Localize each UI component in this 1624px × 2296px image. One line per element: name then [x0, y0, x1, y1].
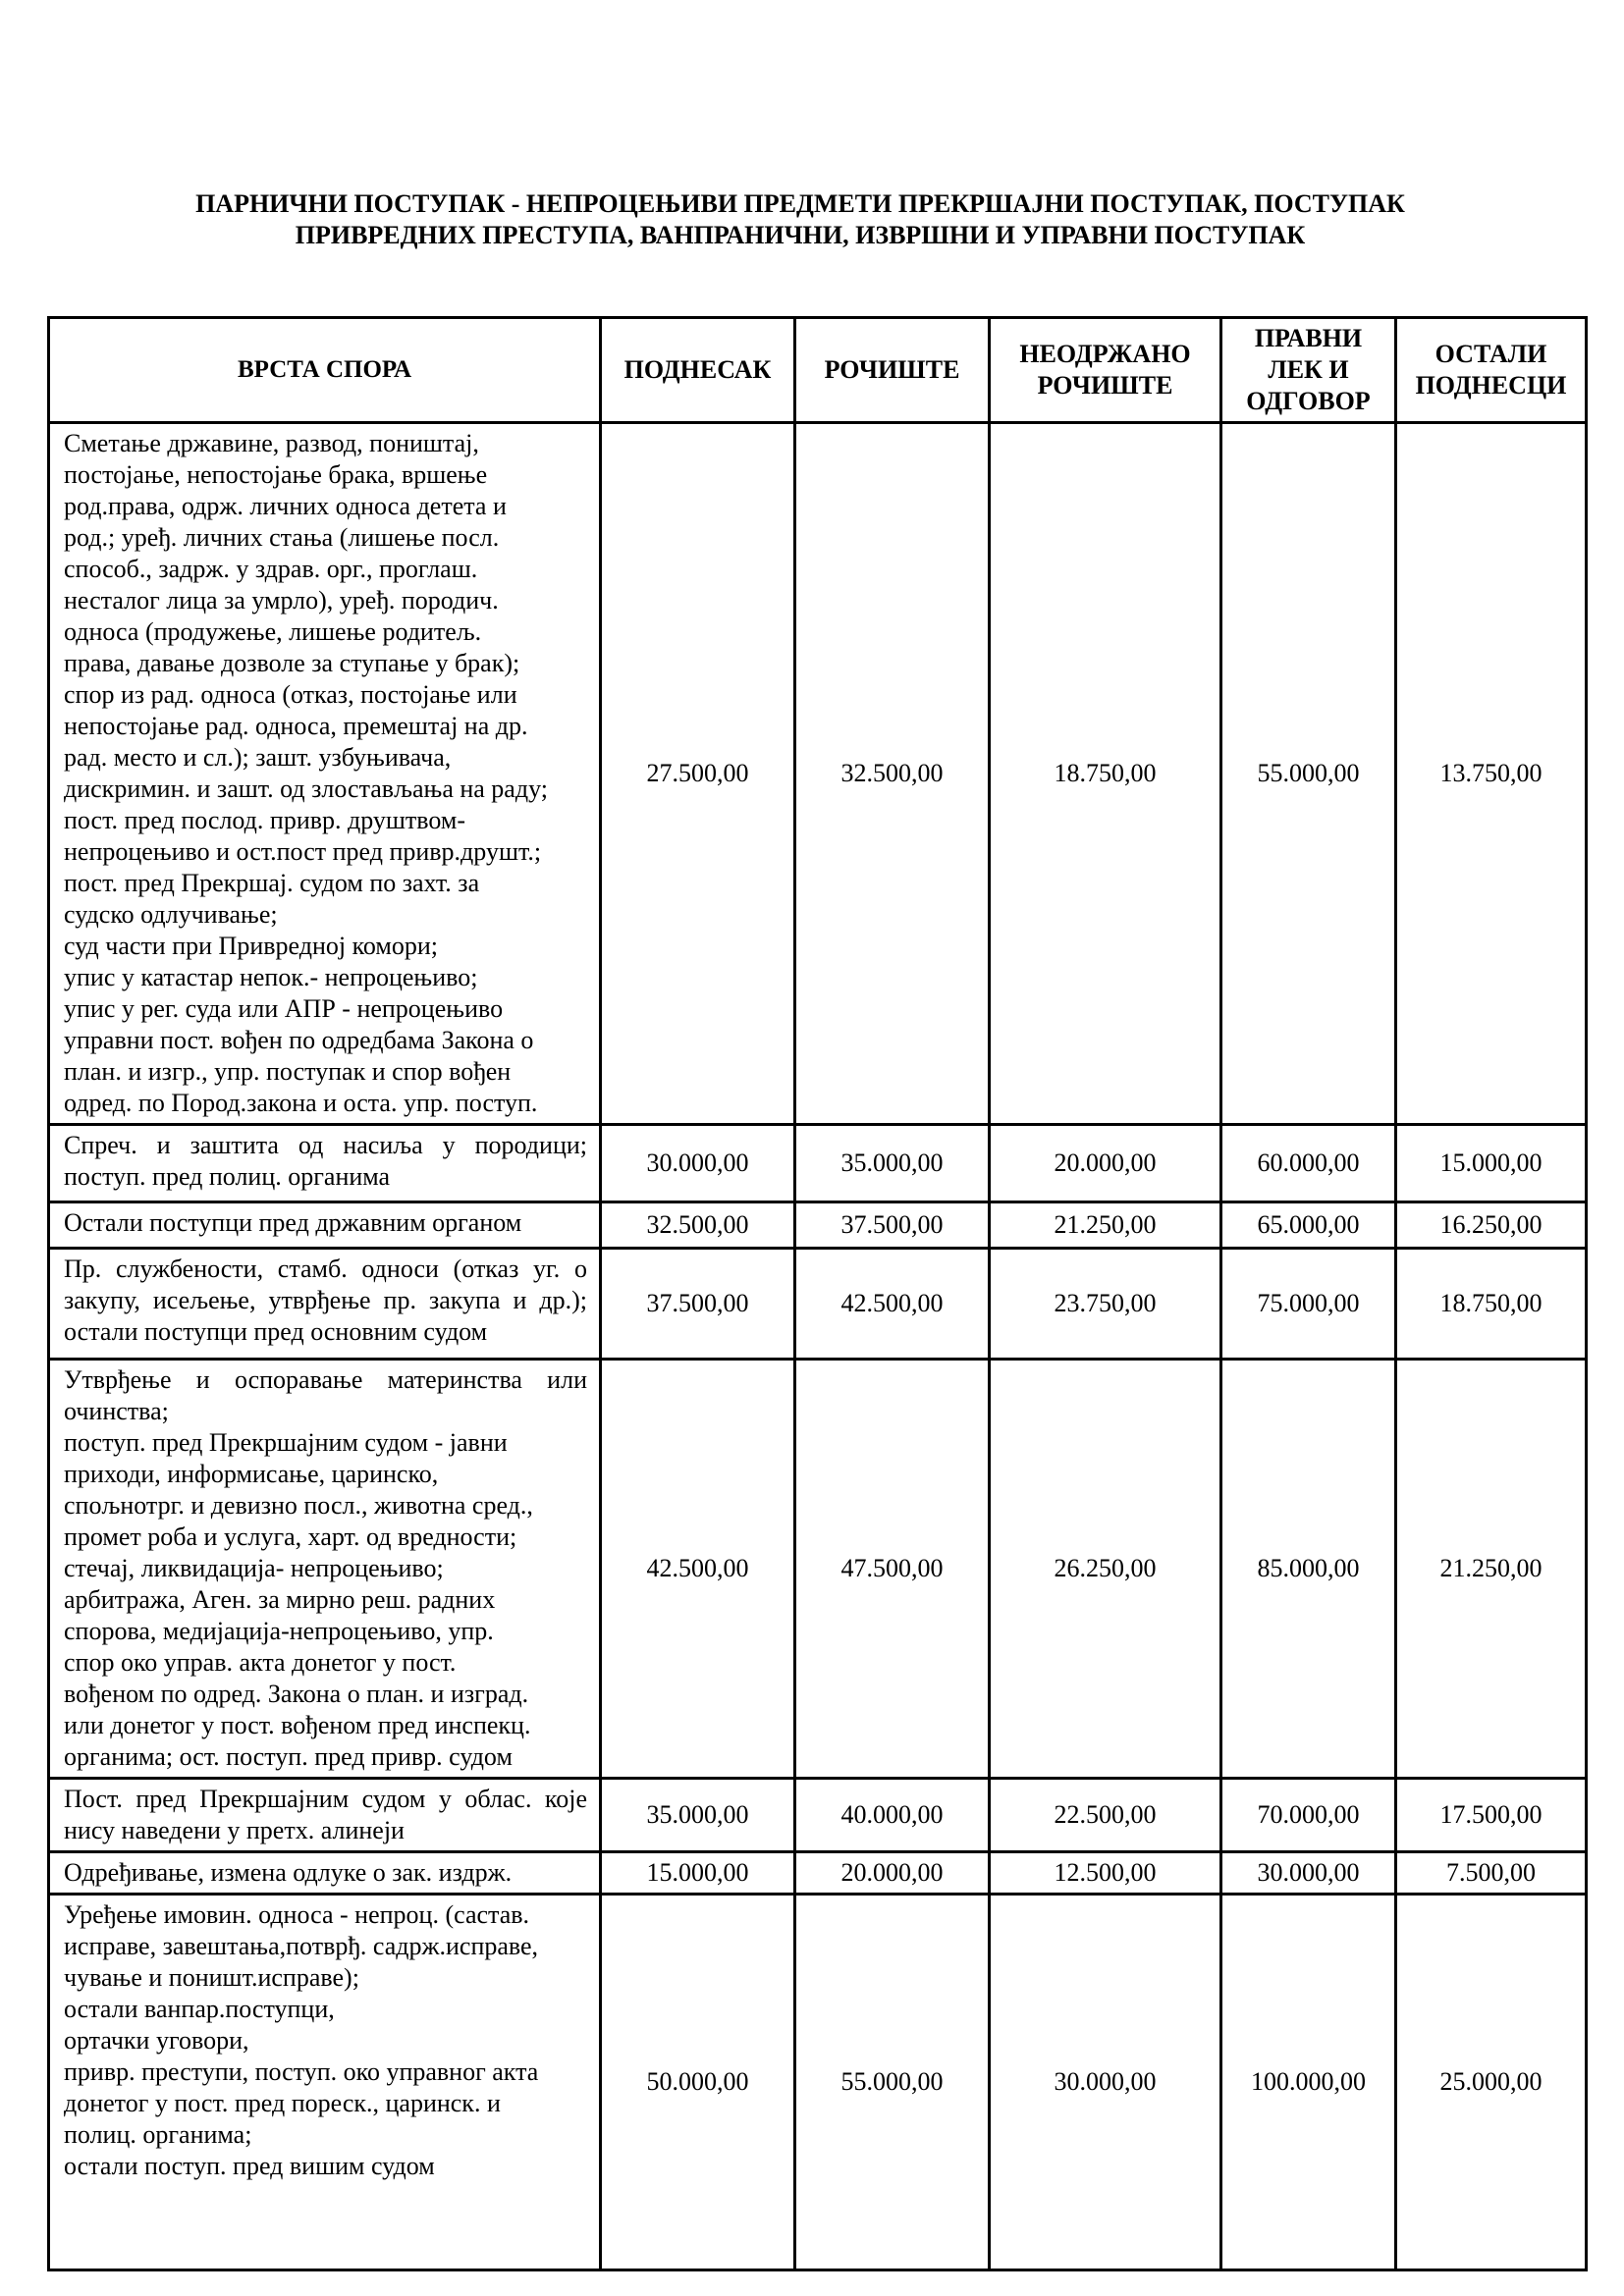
submission-fee-cell: 42.500,00	[601, 1360, 795, 1779]
hearing-fee-cell: 42.500,00	[795, 1249, 990, 1360]
table-row	[49, 1249, 1587, 1360]
dispute-type-cell	[49, 1360, 601, 1779]
dispute-type-line: Одређивање, измена одлуке о зак. издрж.	[64, 1858, 513, 1887]
header-legal-remedy	[1221, 318, 1396, 423]
legal-remedy-fee-cell: 55.000,00	[1221, 423, 1396, 1125]
dispute-type-line: Пр. службености, стамб. односи (отказ уг. о закупу, исељење, утврђење пр. закупа и др.); остали поступци пред основним судом	[64, 1255, 587, 1346]
unheld-hearing-fee-cell: 12.500,00	[990, 1852, 1221, 1895]
header-unheld-hearing-line: НЕОДРЖАНО	[1019, 340, 1191, 368]
document-title-line-2: ПРИВРЕДНИХ ПРЕСТУПА, ВАНПРАНИЧНИ, ИЗВРШНИ И УПРАВНИ ПОСТУПАК	[295, 221, 1306, 249]
dispute-type-line: Пост. пред Прекршајним судом у облас. које нису наведени у претх. алинеји	[64, 1785, 587, 1844]
dispute-type-line: или донетог у пост. вођеном пред инспекц.	[64, 1711, 531, 1739]
submission-fee-cell: 27.500,00	[601, 423, 795, 1125]
dispute-type-line: суд части при Привредној комори;	[64, 932, 438, 960]
dispute-type-cell	[49, 1895, 601, 2270]
header-legal-remedy-line: ОДГОВОР	[1246, 387, 1371, 415]
dispute-type-line: спољнотрг. и девизно посл., животна сред.,	[64, 1491, 533, 1520]
legal-remedy-fee-cell: 30.000,00	[1221, 1852, 1396, 1895]
legal-remedy-fee-cell: 75.000,00	[1221, 1249, 1396, 1360]
dispute-type-line: непостојање рад. односа, премештај на др.	[64, 712, 528, 740]
dispute-type-line: вођеном по одред. Закона о план. и изград.	[64, 1680, 529, 1708]
hearing-fee-cell: 47.500,00	[795, 1360, 990, 1779]
dispute-type-cell	[49, 1852, 601, 1895]
other-submissions-fee-cell: 25.000,00	[1396, 1895, 1587, 2270]
dispute-type-cell	[49, 1202, 601, 1249]
hearing-fee-cell: 20.000,00	[795, 1852, 990, 1895]
submission-fee-cell: 30.000,00	[601, 1125, 795, 1202]
dispute-type-line: рад. место и сл.); зашт. узбуњивача,	[64, 743, 452, 772]
unheld-hearing-fee-cell: 26.250,00	[990, 1360, 1221, 1779]
dispute-type-line: Уређење имовин. односа - непроц. (састав.	[64, 1900, 530, 1929]
dispute-type-line: права, давање дозволе за ступање у брак);	[64, 649, 520, 677]
header-unheld-hearing-line: РОЧИШТЕ	[1037, 371, 1173, 400]
unheld-hearing-fee-cell: 23.750,00	[990, 1249, 1221, 1360]
header-other-submissions	[1396, 318, 1587, 423]
other-submissions-fee-cell: 13.750,00	[1396, 423, 1587, 1125]
unheld-hearing-fee-cell: 18.750,00	[990, 423, 1221, 1125]
header-other-submissions-line: ОСТАЛИ	[1435, 340, 1547, 368]
dispute-type-line: спор око управ. акта донетог у пост.	[64, 1648, 457, 1677]
dispute-type-line: односа (продужење, лишење родитељ.	[64, 617, 482, 646]
other-submissions-fee-cell: 7.500,00	[1396, 1852, 1587, 1895]
submission-fee-cell: 15.000,00	[601, 1852, 795, 1895]
other-submissions-fee-cell: 17.500,00	[1396, 1779, 1587, 1852]
dispute-type-line: род.права, одрж. личних односа детета и	[64, 492, 507, 520]
hearing-fee-cell: 55.000,00	[795, 1895, 990, 2270]
unheld-hearing-fee-cell: 22.500,00	[990, 1779, 1221, 1852]
dispute-type-line: Остали поступци пред државним органом	[64, 1208, 522, 1237]
dispute-type-line: упис у катастар непок.- непроцењиво;	[64, 963, 478, 991]
dispute-type-line: постојање, непостојање брака, вршење	[64, 460, 488, 489]
dispute-type-line: судско одлучивање;	[64, 900, 278, 929]
dispute-type-line: пост. пред послод. привр. друштвом-	[64, 806, 465, 834]
other-submissions-fee-cell: 16.250,00	[1396, 1202, 1587, 1249]
submission-fee-cell: 35.000,00	[601, 1779, 795, 1852]
dispute-type-line: Спреч. и заштита од насиља у породици; поступ. пред полиц. органима	[64, 1131, 587, 1191]
legal-remedy-fee-cell: 100.000,00	[1221, 1895, 1396, 2270]
dispute-type-line: арбитража, Аген. за мирно реш. радних	[64, 1585, 496, 1614]
dispute-type-line: спорова, медијација-непроцењиво, упр.	[64, 1617, 494, 1645]
legal-remedy-fee-cell: 70.000,00	[1221, 1779, 1396, 1852]
dispute-type-line: управни пост. вођен по одредбама Закона о	[64, 1026, 534, 1054]
dispute-type-line: непроцењиво и ост.пост пред привр.друшт.;	[64, 837, 542, 866]
dispute-type-line: одред. по Пород.закона и оста. упр. поступ.	[64, 1089, 538, 1117]
dispute-type-line: род.; уређ. личних стања (лишење посл.	[64, 523, 500, 552]
dispute-type-line: несталог лица за умрло), уређ. породич.	[64, 586, 499, 614]
submission-fee-cell: 50.000,00	[601, 1895, 795, 2270]
table-row	[49, 1779, 1587, 1852]
dispute-type-line: остали ванпар.поступци,	[64, 1995, 335, 2023]
dispute-type-line: донетог у пост. пред пореск., царинск. и	[64, 2089, 501, 2117]
dispute-type-line: упис у рег. суда или АПР - непроцењиво	[64, 994, 504, 1023]
table-row	[49, 1852, 1587, 1895]
header-dispute-type: ВРСТА СПОРА	[49, 318, 601, 423]
dispute-type-line: исправе, завештања,потврђ. садрж.исправе,	[64, 1932, 539, 1960]
dispute-type-line: приходи, информисање, царинско,	[64, 1460, 439, 1488]
table-row	[49, 1125, 1587, 1202]
table-row	[49, 1202, 1587, 1249]
hearing-fee-cell: 32.500,00	[795, 423, 990, 1125]
dispute-type-line: дискримин. и зашт. од злостављања на раду;	[64, 774, 548, 803]
header-legal-remedy-line: ПРАВНИ	[1254, 324, 1363, 352]
document-title-line-1: ПАРНИЧНИ ПОСТУПАК - НЕПРОЦЕЊИВИ ПРЕДМЕТИ ПРЕКРШАЈНИ ПОСТУПАК, ПОСТУПАК	[195, 189, 1405, 218]
header-hearing: РОЧИШТЕ	[795, 318, 990, 423]
dispute-type-line: ортачки уговори,	[64, 2026, 249, 2055]
header-other-submissions-line: ПОДНЕСЦИ	[1415, 371, 1567, 400]
dispute-type-line: план. и изгр., упр. поступак и спор вођен	[64, 1057, 512, 1086]
table-header-row	[49, 318, 1587, 423]
dispute-type-line: полиц. органима;	[64, 2120, 252, 2149]
dispute-type-cell	[49, 1779, 601, 1852]
legal-remedy-fee-cell: 85.000,00	[1221, 1360, 1396, 1779]
dispute-type-line: Сметање државине, развод, поништај,	[64, 429, 479, 457]
dispute-type-line: чување и поништ.исправе);	[64, 1963, 359, 1992]
dispute-type-line: привр. преступи, поступ. око управног акта	[64, 2057, 539, 2086]
table-row	[49, 1895, 1587, 2270]
submission-fee-cell: 37.500,00	[601, 1249, 795, 1360]
dispute-type-line: спор из рад. односа (отказ, постојање или	[64, 680, 517, 709]
table-row	[49, 1360, 1587, 1779]
dispute-type-line: органима; ост. поступ. пред привр. судом	[64, 1742, 513, 1771]
unheld-hearing-fee-cell: 21.250,00	[990, 1202, 1221, 1249]
header-legal-remedy-line: ЛЕК И	[1268, 355, 1349, 384]
dispute-type-cell	[49, 1249, 601, 1360]
dispute-type-line: стечај, ликвидација- непроцењиво;	[64, 1554, 444, 1582]
header-submission: ПОДНЕСАК	[601, 318, 795, 423]
dispute-type-line: Утврђење и оспоравање материнства или очинства;	[64, 1365, 587, 1425]
legal-remedy-fee-cell: 65.000,00	[1221, 1202, 1396, 1249]
unheld-hearing-fee-cell: 30.000,00	[990, 1895, 1221, 2270]
submission-fee-cell: 32.500,00	[601, 1202, 795, 1249]
unheld-hearing-fee-cell: 20.000,00	[990, 1125, 1221, 1202]
table-row	[49, 423, 1587, 1125]
dispute-type-line: поступ. пред Прекршајним судом - јавни	[64, 1428, 508, 1457]
dispute-type-line: остали поступ. пред вишим судом	[64, 2152, 435, 2180]
dispute-type-line: пост. пред Прекршај. судом по захт. за	[64, 869, 480, 897]
other-submissions-fee-cell: 18.750,00	[1396, 1249, 1587, 1360]
dispute-type-line: промет роба и услуга, харт. од вредности;	[64, 1522, 517, 1551]
fee-table	[47, 316, 1588, 2271]
hearing-fee-cell: 37.500,00	[795, 1202, 990, 1249]
dispute-type-line: способ., задрж. у здрав. орг., проглаш.	[64, 555, 478, 583]
dispute-type-cell	[49, 423, 601, 1125]
header-unheld-hearing	[990, 318, 1221, 423]
legal-remedy-fee-cell: 60.000,00	[1221, 1125, 1396, 1202]
dispute-type-cell	[49, 1125, 601, 1202]
other-submissions-fee-cell: 21.250,00	[1396, 1360, 1587, 1779]
hearing-fee-cell: 40.000,00	[795, 1779, 990, 1852]
other-submissions-fee-cell: 15.000,00	[1396, 1125, 1587, 1202]
hearing-fee-cell: 35.000,00	[795, 1125, 990, 1202]
